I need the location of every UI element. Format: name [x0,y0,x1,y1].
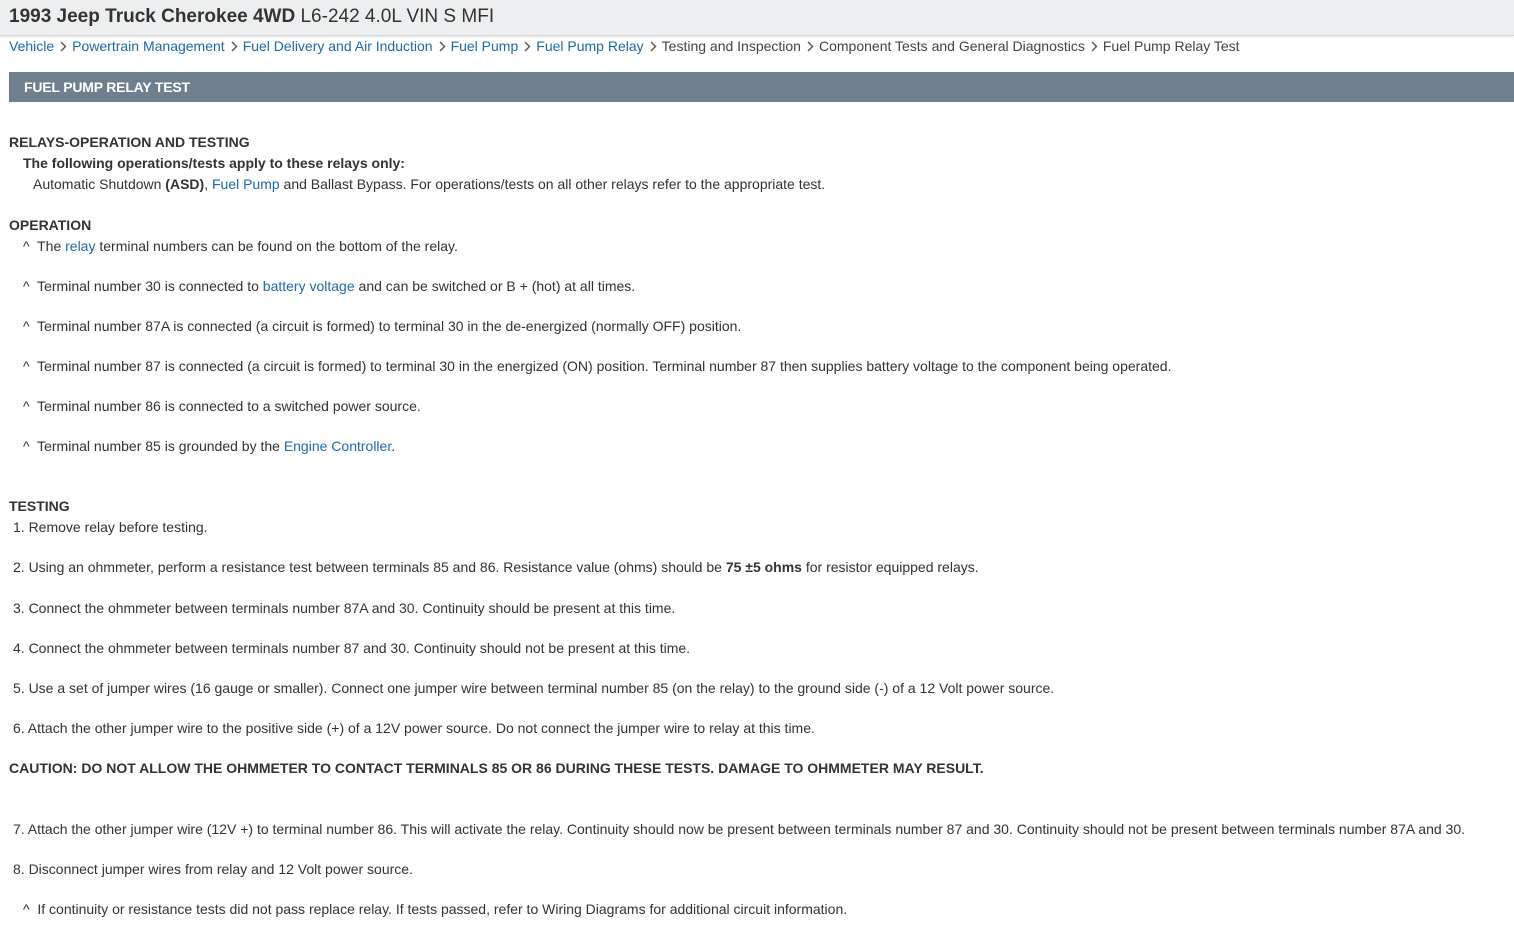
applies-text-part: and Ballast Bypass. For operations/tests on all other relays refer to the appropriate test. [279,176,826,192]
step-text: for resistor equipped relays. [801,559,979,575]
section-title: FUEL PUMP RELAY TEST [24,79,190,95]
bullet-text: Terminal number 30 is connected to [37,278,263,294]
vehicle-title [9,6,494,28]
bullet-text: Terminal number 85 is grounded by the [37,438,284,454]
breadcrumb-item-fuel-pump-relay[interactable]: Fuel Pump Relay [536,38,644,54]
operation-bullet [23,278,635,294]
bullet-text: and can be switched or B + (hot) at all times. [354,278,636,294]
operation-bullet [23,398,421,414]
bullet-icon: ^ [23,278,30,294]
step-text: 2. Using an ohmmeter, perform a resistance test between terminals 85 and 86. Resistance value (ohms) should be [13,559,726,575]
top-bar [0,0,1514,36]
bullet-icon: ^ [23,901,30,917]
bullet-icon: ^ [23,318,30,334]
chevron-right-icon [650,38,657,54]
breadcrumb-item-testing-and-inspection: Testing and Inspection [661,38,801,54]
engine-spec: L6-242 4.0L VIN S MFI [300,6,495,27]
testing-step: 6. Attach the other jumper wire to the positive side (+) of a 12V power source. Do not connect the jumper wire to relay at this time. [13,720,815,736]
testing-heading: TESTING [9,498,70,514]
bullet-text: Terminal number 86 is connected to a switched power source. [37,398,421,414]
chevron-right-icon [439,38,446,54]
bullet-icon: ^ [23,398,30,414]
breadcrumb-item-powertrain-management[interactable]: Powertrain Management [72,38,225,54]
chevron-right-icon [231,38,238,54]
relay-link[interactable]: relay [65,238,96,254]
breadcrumb-item-fuel-pump-relay-test: Fuel Pump Relay Test [1102,38,1240,54]
bullet-text: . [391,438,396,454]
bullet-icon: ^ [23,238,30,254]
final-text: If continuity or resistance tests did not pass replace relay. If tests passed, refer to Wiring Diagrams for additional circuit information. [37,901,848,917]
section-header [9,72,1514,102]
bullet-icon: ^ [23,438,30,454]
vehicle-name: 1993 Jeep Truck Cherokee 4WD [9,6,296,27]
breadcrumb [9,38,1240,56]
testing-step: 8. Disconnect jumper wires from relay and 12 Volt power source. [13,861,413,877]
chevron-right-icon [1091,38,1098,54]
applies-heading: The following operations/tests apply to these relays only: [23,155,405,171]
bullet-text: Terminal number 87A is connected (a circuit is formed) to terminal 30 in the de-energized (normally OFF) position. [37,318,742,334]
operation-bullet [23,238,458,254]
breadcrumb-item-component-tests-and-general-diagnostics: Component Tests and General Diagnostics [818,38,1085,54]
bullet-text: Terminal number 87 is connected (a circuit is formed) to terminal 30 in the energized (ON) position. Terminal number 87 then supplies battery voltage to the component being operated. [37,358,1172,374]
testing-step: 4. Connect the ohmmeter between terminals number 87 and 30. Continuity should not be present at this time. [13,640,691,656]
bullet-text: terminal numbers can be found on the bottom of the relay. [95,238,458,254]
testing-step: 7. Attach the other jumper wire (12V +) to terminal number 86. This will activate the relay. Continuity should now be present between terminals number 87 and 30. Continuity should not be present between terminals number 87A and 30. [13,821,1466,837]
testing-step: 3. Connect the ohmmeter between terminals number 87A and 30. Continuity should be present at this time. [13,600,676,616]
battery-voltage-link[interactable]: battery voltage [262,278,355,294]
final-note [23,901,847,917]
engine-controller-link[interactable]: Engine Controller [283,438,392,454]
applies-text-part: , [204,176,212,192]
operation-bullet [23,318,741,334]
relays-heading: RELAYS-OPERATION AND TESTING [9,134,250,150]
chevron-right-icon [807,38,814,54]
applies-text [33,176,825,192]
breadcrumb-item-vehicle[interactable]: Vehicle [9,38,55,54]
bullet-icon: ^ [23,358,30,374]
chevron-right-icon [524,38,531,54]
testing-step: 5. Use a set of jumper wires (16 gauge or smaller). Connect one jumper wire between terminal number 85 (on the relay) to the ground side (-) of a 12 Volt power source. [13,680,1055,696]
chevron-right-icon [60,38,67,54]
breadcrumb-item-fuel-delivery-and-air-induction[interactable]: Fuel Delivery and Air Induction [242,38,433,54]
applies-text-part: Automatic Shutdown [33,176,166,192]
operation-heading: OPERATION [9,217,92,233]
operation-bullet [23,358,1171,374]
caution-note: CAUTION: DO NOT ALLOW THE OHMMETER TO CONTACT TERMINALS 85 OR 86 DURING THESE TESTS. DAMAGE TO OHMMETER MAY RESULT. [9,760,984,776]
operation-bullet [23,438,395,454]
testing-step [13,559,979,575]
breadcrumb-item-fuel-pump[interactable]: Fuel Pump [450,38,519,54]
resistance-value: 75 ±5 ohms [725,559,802,575]
fuel-pump-link[interactable]: Fuel Pump [211,176,280,192]
testing-step: 1. Remove relay before testing. [13,519,208,535]
asd-abbrev: (ASD) [165,176,205,192]
bullet-text: The [37,238,66,254]
